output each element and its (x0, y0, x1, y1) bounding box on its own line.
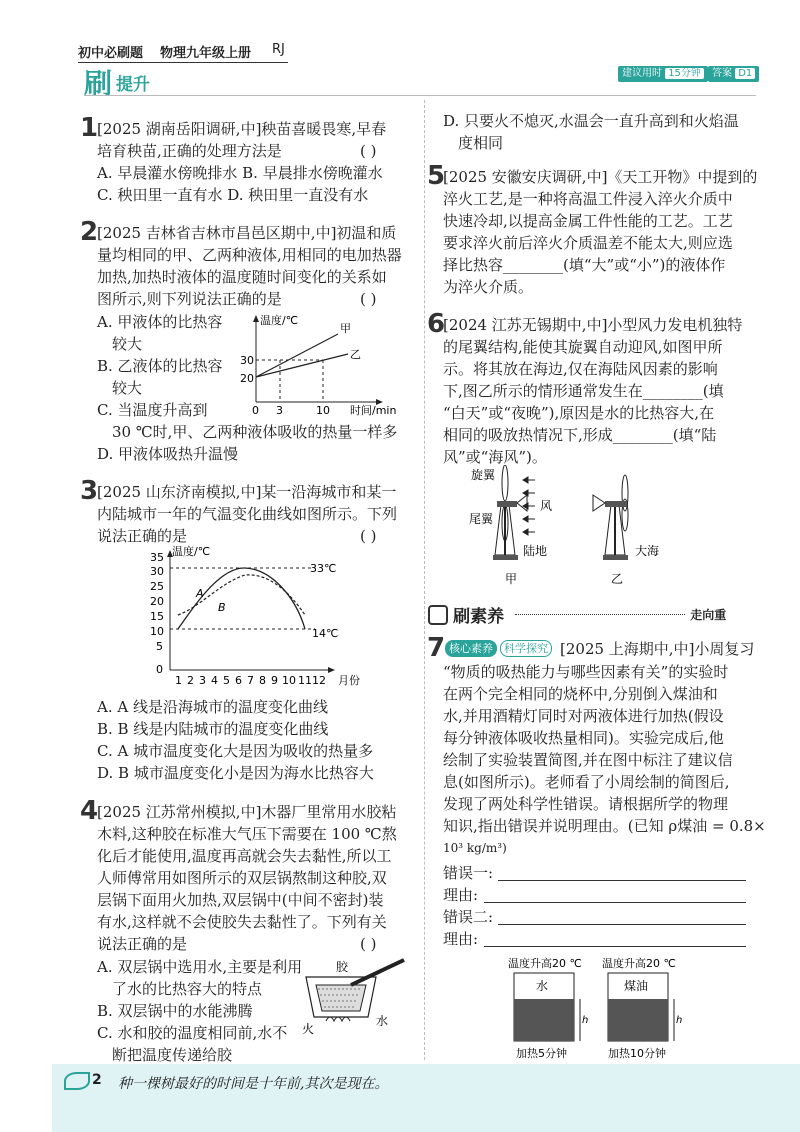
q7-line-9: 知识,指出错误并说明理由。(已知 ρ煤油 = 0.8× (443, 817, 766, 835)
q7-line-1: [2025 上海期中,中]小周复习 (560, 640, 755, 658)
q4-option-c: C. 水和胶的温度相同前,水不 (97, 1024, 288, 1042)
q2-number: 2 (80, 217, 99, 247)
q5-line-5: 择比热容________(填“大”或“小”)的液体作 (443, 256, 726, 274)
q3-xtick: 7 (247, 674, 254, 687)
q3-xtick: 10 (282, 674, 296, 687)
q2-y20: 20 (240, 372, 254, 385)
section-word: 提升 (116, 75, 150, 95)
q4-option-a2: 了水的比热容大的特点 (112, 980, 263, 998)
q3-line-3: 说法正确的是 (97, 527, 188, 545)
q7-heat-5: 加热5分钟 (516, 1047, 567, 1060)
q3-xtick: 12 (312, 674, 326, 687)
q3-option-c: C. A 城市温度变化大是因为吸收的热量多 (97, 742, 374, 760)
q3-option-b: B. B 线是内陆城市的温度变化曲线 (97, 720, 329, 738)
q6-wind-label: 风 (540, 499, 553, 513)
q7-h-label-1: h (582, 1015, 589, 1026)
q2-line-4: 图所示,则下列说法正确的是 (97, 290, 282, 308)
q3-label-a: A (196, 587, 204, 600)
q3-ytick: 15 (150, 610, 164, 623)
q3-ytick: 10 (150, 625, 164, 638)
section-char: 刷 (84, 67, 113, 100)
q7-line-10: 10³ kg/m³) (443, 841, 507, 855)
q4-line-3: 化后才能使用,温度再高就会失去黏性,所以工 (97, 847, 392, 865)
footer-page-number: 2 (92, 1072, 102, 1088)
q6-sea-label: 大海 (635, 544, 660, 558)
q4-double-pot-figure (296, 955, 411, 1035)
q2-option-a2: 较大 (112, 335, 143, 353)
q7-line-8: 发现了两处科学性错误。请根据所学的物理 (443, 795, 729, 813)
q5-line-3: 快速冷却,以提高金属工件性能的工艺。工艺 (443, 212, 733, 230)
q4-line-6: 有水,这样就不会使胶失去黏性了。下列有关 (97, 913, 387, 931)
q5-line-4: 要求淬火前后淬火介质温差不能太大,则应选 (443, 234, 733, 252)
q3-lo: 14℃ (312, 627, 339, 640)
q5-line-1: [2025 安徽安庆调研,中]《天工开物》中提到的 (443, 168, 758, 186)
q4-line-2: 木料,这种胶在标准大气压下需要在 100 ℃熬 (97, 825, 397, 843)
q2-line-2: 量均相同的甲、乙两种液体,用相同的电加热器 (97, 246, 402, 264)
q6-line-7: 风”或“海风”)。 (443, 448, 547, 466)
header-edition: RJ (272, 42, 285, 57)
q3-ytick: 5 (156, 640, 163, 653)
q2-option-d: D. 甲液体吸热升温慢 (97, 445, 239, 463)
q4-fire-label: 火 (302, 1022, 315, 1035)
q6-tail-label: 尾翼 (469, 512, 494, 526)
footer-leaf-icon (64, 1072, 90, 1090)
q7-line-2: “物质的吸热能力与哪些因素有关”的实验时 (443, 663, 729, 681)
q1-paren: ( ) (360, 142, 377, 160)
q2-option-c2: 30 ℃时,甲、乙两种液体吸收的热量一样多 (112, 423, 398, 441)
section2-header (428, 602, 758, 627)
q3-yticks (150, 551, 164, 676)
column-divider (424, 100, 425, 1060)
q4-line-4: 人师傅常用如图所示的双层锅熬制这种胶,双 (97, 869, 387, 887)
q2-option-a: A. 甲液体的比热容 (97, 313, 223, 331)
q4-option-d: D. 只要火不熄灭,水温会一直升高到和火焰温 (443, 112, 739, 130)
q2-x10: 10 (316, 404, 330, 416)
q4-glue-label: 胶 (336, 960, 349, 974)
q4-line-1: [2025 江苏常州模拟,中]木器厂里常用水胶粘 (97, 803, 397, 821)
q2-option-b2: 较大 (112, 379, 143, 397)
q6-number: 6 (427, 309, 446, 339)
q7-reason1-label: 理由: (443, 886, 479, 904)
q3-option-a: A. A 线是沿海城市的温度变化曲线 (97, 698, 328, 716)
q3-ytick: 30 (150, 565, 164, 578)
q6-yi-label: 乙 (611, 572, 624, 586)
answer-label: 答案 (712, 68, 732, 79)
q7-error1-blank[interactable] (498, 880, 746, 881)
q1-line-2: 培育秧苗,正确的处理方法是 (97, 142, 282, 160)
answer-code: D1 (735, 68, 755, 79)
q4-line-5: 层锅下面用火加热,双层锅中(中间不密封)装 (97, 891, 384, 909)
q1-number: 1 (80, 113, 99, 143)
q6-line-4: 下,图乙所示的情形通常发生在________(填 (443, 382, 724, 400)
q6-jia-label: 甲 (505, 572, 518, 586)
section2-dots (515, 614, 685, 615)
answer-badge (708, 66, 759, 82)
q3-xtick: 8 (259, 674, 266, 687)
time-value: 15分钟 (665, 68, 704, 79)
q2-paren: ( ) (360, 290, 377, 308)
section2-icon (428, 605, 448, 625)
time-label: 建议用时 (622, 68, 662, 79)
q7-line-7: 息(如图所示)。老师看了小周绘制的简图后, (443, 773, 730, 791)
q3-ytick: 25 (150, 580, 164, 593)
q3-ytick: 35 (150, 551, 164, 564)
q6-land-label: 陆地 (523, 544, 548, 558)
q7-tag-core: 核心素养 (445, 640, 497, 657)
q7-tag-inquiry: 科学探究 (500, 640, 552, 657)
q2-line-1: [2025 吉林省吉林市昌邑区期中,中]初温和质 (97, 224, 397, 242)
q3-xlabel: 月份 (338, 674, 360, 687)
q2-graph (228, 312, 408, 416)
q5-number: 5 (427, 161, 446, 191)
q3-ytick: 20 (150, 595, 164, 608)
section2-right: 走向重 (690, 608, 727, 622)
q3-xtick: 3 (199, 674, 206, 687)
header-line (84, 95, 756, 96)
footer-motto: 种一棵树最好的时间是十年前,其次是现在。 (118, 1076, 389, 1092)
q2-ylabel: 温度/℃ (260, 314, 299, 327)
q2-option-c: C. 当温度升高到 (97, 401, 208, 419)
q6-line-5: “白天”或“夜晚”),原因是水的比热容大,在 (443, 404, 715, 422)
q1-line-4: C. 秧田里一直有水 D. 秧田里一直没有水 (97, 186, 369, 204)
q7-error1-label: 错误一: (443, 864, 494, 882)
q3-xtick: 11 (298, 674, 312, 687)
q2-xlabel: 时间/min (350, 404, 397, 416)
q7-error2-blank[interactable] (498, 924, 746, 925)
q3-option-d: D. B 城市温度变化小是因为海水比热容大 (97, 764, 374, 782)
time-badge (618, 66, 708, 82)
q2-x0: 0 (252, 404, 259, 416)
q7-temp-label-1: 温度升高20 ℃ (508, 957, 582, 970)
q6-line-3: 示。将其放在海边,仅在海陆风因素的影响 (443, 360, 718, 378)
q5-line-2: 淬火工艺,是一种将高温工件浸入淬火介质中 (443, 190, 733, 208)
q3-ytick: 0 (156, 663, 163, 676)
q4-option-b: B. 双层锅中的水能沸腾 (97, 1002, 253, 1020)
q4-number: 4 (80, 796, 99, 826)
q3-chart (140, 545, 380, 690)
q7-line-6: 绘制了实验装置简图,并在图中标注了建议信 (443, 751, 733, 769)
q2-jia: 甲 (340, 322, 351, 335)
q7-number: 7 (427, 633, 446, 663)
q6-line-6: 相同的吸放热情况下,形成________(填“陆 (443, 426, 717, 444)
q2-x3: 3 (276, 404, 283, 416)
q3-hi: 33℃ (310, 562, 337, 575)
q4-water-label: 水 (376, 1014, 389, 1028)
q3-number: 3 (80, 476, 99, 506)
q3-paren: ( ) (360, 527, 377, 545)
section2-title: 刷素养 (453, 607, 505, 627)
q3-xtick: 9 (271, 674, 278, 687)
q7-reason1-blank[interactable] (484, 902, 746, 903)
q3-xtick: 2 (187, 674, 194, 687)
q7-reason2-label: 理由: (443, 930, 479, 948)
q3-xtick: 5 (223, 674, 230, 687)
q3-xtick: 1 (175, 674, 182, 687)
q4-paren: ( ) (360, 935, 377, 953)
q3-xtick: 6 (235, 674, 242, 687)
header-book: 物理九年级上册 (160, 46, 252, 61)
q7-water-label: 水 (536, 979, 549, 993)
q7-line-5: 每分钟液体吸收热量相同)。实验完成后,他 (443, 729, 724, 747)
q6-line-1: [2024 江苏无锡期中,中]小型风力发电机独特 (443, 316, 743, 334)
q3-ylabel: 温度/℃ (172, 545, 211, 558)
q5-line-6: 为淬火介质。 (443, 278, 534, 296)
q6-rotor-label: 旋翼 (471, 468, 496, 482)
q3-line-2: 内陆城市一年的气温变化曲线如图所示。下列 (97, 505, 398, 523)
header-series: 初中必刷题 (78, 46, 144, 61)
q2-option-b: B. 乙液体的比热容 (97, 357, 223, 375)
q2-line-3: 加热,加热时液体的温度随时间变化的关系如 (97, 268, 387, 286)
q3-line-1: [2025 山东济南模拟,中]某一沿海城市和某一 (97, 483, 397, 501)
q6-line-2: 的尾翼结构,能使其旋翼自动迎风,如图甲所 (443, 338, 723, 356)
q2-yi: 乙 (350, 348, 361, 361)
q1-line-1: [2025 湖南岳阳调研,中]秧苗喜暖畏寒,早春 (97, 120, 387, 138)
q6-wind-turbine-figure (465, 465, 695, 590)
q7-h-label-2: h (676, 1015, 683, 1026)
q7-heat-10: 加热10分钟 (608, 1047, 666, 1060)
q7-beaker-figure (500, 953, 700, 1063)
q7-reason2-blank[interactable] (484, 946, 746, 947)
q3-label-b: B (218, 601, 226, 614)
q7-line-4: 水,并用酒精灯同时对两液体进行加热(假设 (443, 707, 724, 725)
q7-temp-label-2: 温度升高20 ℃ (602, 957, 676, 970)
q3-xtick: 4 (211, 674, 218, 687)
q7-line-3: 在两个完全相同的烧杯中,分别倒入煤油和 (443, 685, 718, 703)
q7-error2-label: 错误二: (443, 908, 494, 926)
q1-line-3: A. 早晨灌水傍晚排水 B. 早晨排水傍晚灌水 (97, 164, 383, 182)
q2-y30: 30 (240, 354, 254, 367)
q4-line-7: 说法正确的是 (97, 935, 188, 953)
q4-option-a: A. 双层锅中选用水,主要是利用 (97, 958, 303, 976)
q4-option-c2: 断把温度传递给胶 (112, 1046, 233, 1064)
q4-option-d2: 度相同 (458, 134, 504, 152)
q7-kerosene-label: 煤油 (624, 979, 649, 993)
